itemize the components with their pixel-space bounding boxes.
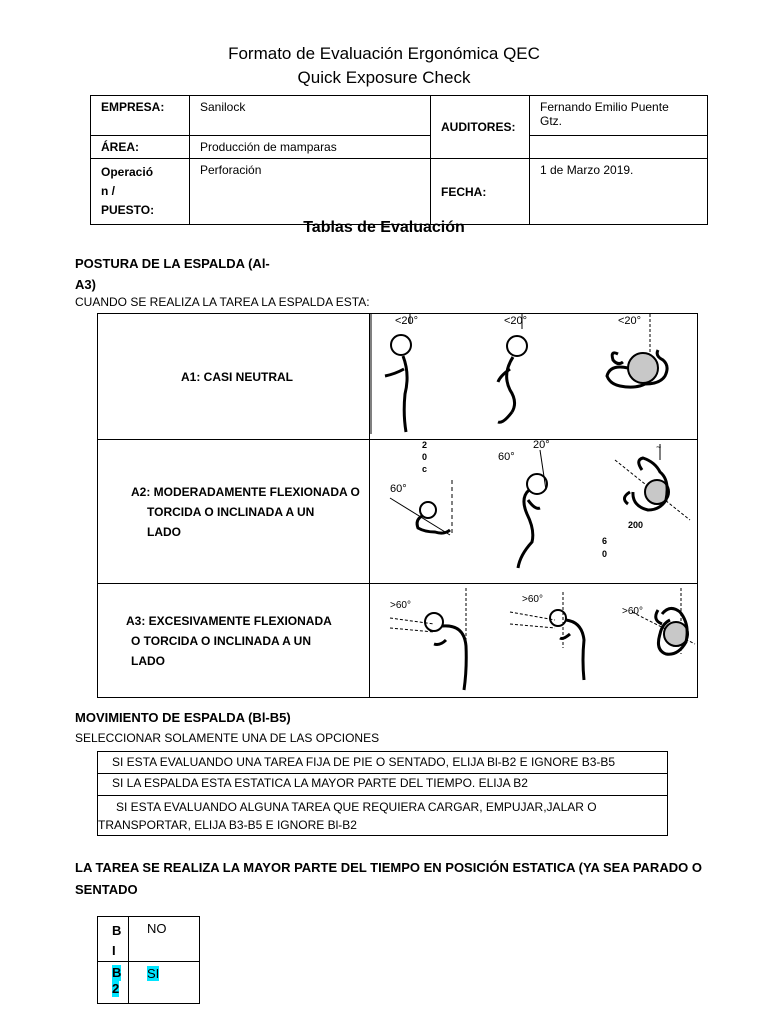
postura-a3-label-1: A3: EXCESIVAMENTE FLEXIONADA (126, 613, 332, 628)
a1-angle-label-2: <20° (504, 315, 528, 327)
a1-figure-1 (385, 314, 411, 432)
fecha-label: FECHA: (431, 159, 530, 225)
a2-right-v1: 6 (602, 536, 608, 546)
empresa-value: Sanilock (190, 96, 431, 136)
auditores-value-line2: Gtz. (540, 114, 563, 128)
movimiento-option-3-line1: SI ESTA EVALUANDO ALGUNA TAREA QUE REQUIERA CARGAR, EMPUJAR,JALAR O (116, 800, 597, 814)
a1-figure-2 (498, 314, 527, 422)
empresa-label: EMPRESA: (91, 96, 190, 136)
header-table (90, 95, 708, 225)
b2-answer (129, 962, 200, 1004)
postura-a3-label-3: LADO (131, 653, 165, 668)
movimiento-option-3 (97, 795, 668, 836)
a2-vert-3: c (422, 464, 428, 474)
estatica-question (75, 857, 702, 901)
a1-posture-figures (370, 314, 697, 434)
a2-vert-2: 0 (422, 452, 428, 462)
a2-figure-3 (615, 444, 690, 520)
movimiento-heading: MOVIMIENTO DE ESPALDA (Bl-B5) (75, 710, 291, 725)
a2-figure-2 (518, 450, 547, 568)
b1-answer: NO (129, 917, 200, 962)
b2-answer-highlight: SI (147, 966, 160, 981)
movimiento-option-1: SI ESTA EVALUANDO UNA TAREA FIJA DE PIE O SENTADO, ELIJA Bl-B2 E IGNORE B3-B5 (97, 751, 668, 774)
operacion-label-line2: n / (101, 184, 115, 198)
estatica-question-line1: LA TAREA SE REALIZA LA MAYOR PARTE DEL TIEMPO EN POSICIÓN ESTATICA (YA SEA PARADO O (75, 860, 702, 875)
operacion-label (91, 159, 190, 225)
postura-a2-figures (370, 440, 698, 584)
tablas-title: Tablas de Evaluación (303, 219, 465, 236)
postura-a3-label-2: O TORCIDA O INCLINADA A UN (131, 633, 311, 648)
postura-a2-label-1: A2: MODERADAMENTE FLEXIONADA O (131, 484, 360, 499)
postura-a1-cell (98, 314, 370, 440)
movimiento-option-3-line2: TRANSPORTAR, ELIJA B3-B5 E IGNORE Bl-B2 (98, 818, 357, 832)
b1-code (98, 917, 129, 962)
a3-angle-label-3: >60° (622, 606, 643, 617)
a2-vert-1: 2 (422, 440, 428, 450)
a2-angle-label-5: 200 (628, 520, 644, 530)
a3-angle-label-1: >60° (390, 600, 411, 611)
a2-right-v2: 0 (602, 549, 608, 559)
a1-angle-label-3: <20° (618, 315, 642, 327)
operacion-label-line1: Operació (101, 165, 154, 179)
b2-code-2: 2 (112, 981, 120, 996)
b2-code-1: B (112, 965, 122, 980)
doc-subtitle: Quick Exposure Check (297, 68, 471, 87)
postura-a2-label-2: TORCIDA O INCLINADA A UN (147, 504, 315, 519)
postura-a2-label-3: LADO (147, 524, 181, 539)
operacion-value: Perforación (190, 159, 431, 225)
b1-code-1: B (112, 923, 122, 938)
operacion-label-line3: PUESTO: (101, 203, 155, 217)
postura-intro: CUANDO SE REALIZA LA TAREA LA ESPALDA ESTA: (75, 295, 370, 309)
area-value: Producción de mamparas (190, 136, 431, 159)
movimiento-option-2: SI LA ESPALDA ESTA ESTATICA LA MAYOR PARTE DEL TIEMPO. ELIJA B2 (97, 773, 668, 796)
estatica-question-line2: SENTADO (75, 882, 138, 897)
postura-a2-cell (98, 440, 370, 584)
postura-heading (75, 253, 270, 295)
auditores-value (530, 96, 708, 136)
postura-heading-line1: POSTURA DE LA ESPALDA (Al- (75, 256, 270, 271)
postura-heading-line2: A3) (75, 277, 96, 292)
fecha-value: 1 de Marzo 2019. (530, 159, 708, 225)
b2-code (98, 962, 129, 1004)
postura-a1-figures (370, 314, 698, 440)
bi-table (97, 916, 200, 1004)
a1-angle-label-1: <20° (395, 315, 419, 327)
movimiento-intro: SELECCIONAR SOLAMENTE UNA DE LAS OPCIONES (75, 731, 380, 745)
a3-angle-label-2: >60° (522, 594, 543, 605)
b1-code-2: I (112, 943, 116, 958)
auditores-empty-cell (530, 136, 708, 159)
a2-angle-label-2: 20° (533, 440, 550, 451)
postura-table (97, 313, 698, 698)
a3-posture-figures (370, 584, 697, 692)
a3-figure-3 (632, 588, 695, 654)
a2-angle-label-4: ~ (656, 442, 662, 452)
area-label: ÁREA: (91, 136, 190, 159)
doc-title: Formato de Evaluación Ergonómica QEC (228, 44, 540, 63)
postura-a1-label: A1: CASI NEUTRAL (181, 369, 294, 384)
postura-a3-figures (370, 584, 698, 698)
a2-angle-label-3: 60° (498, 451, 515, 463)
auditores-label: AUDITORES: (431, 96, 530, 159)
a2-posture-figures (370, 440, 697, 578)
a2-angle-label-1: 60° (390, 483, 407, 495)
auditores-value-line1: Fernando Emilio Puente (540, 100, 669, 114)
postura-a3-cell (98, 584, 370, 698)
a3-figure-2 (510, 592, 584, 680)
